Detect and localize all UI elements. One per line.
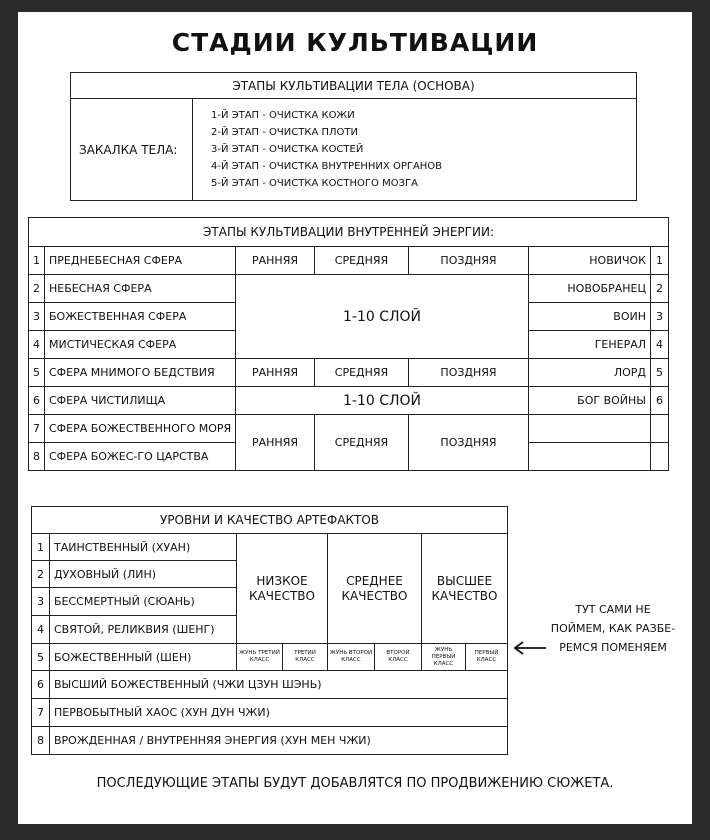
side-note (543, 600, 683, 657)
sphere-name: СФЕРА МНИМОГО БЕДСТВИЯ (45, 359, 236, 387)
stage-early: РАННЯЯ (236, 359, 315, 387)
rank-name: НОВОБРАНЕЦ (529, 275, 651, 303)
rank-number (651, 443, 669, 471)
row-number: 5 (29, 359, 45, 387)
sphere-name: ПРЕДНЕБЕСНАЯ СФЕРА (45, 247, 236, 275)
energy-cultivation-table (28, 217, 669, 471)
layers-cell: 1-10 СЛОЙ (236, 275, 529, 359)
rank-name: ВОИН (529, 303, 651, 331)
artifact-level-name: БЕССМЕРТНЫЙ (СЮАНЬ) (50, 588, 237, 616)
subclass-cell: ЖУНЬ ВТОРОЙ КЛАСС (328, 644, 375, 671)
rank-name (529, 443, 651, 471)
body-stage: 5-Й ЭТАП - ОЧИСТКА КОСТНОГО МОЗГА (211, 178, 418, 189)
rank-name: ГЕНЕРАЛ (529, 331, 651, 359)
stage-early: РАННЯЯ (236, 247, 315, 275)
row-number: 6 (29, 387, 45, 415)
rank-name (529, 415, 651, 443)
footer-note: ПОСЛЕДУЮЩИЕ ЭТАПЫ БУДУТ ДОБАВЛЯТСЯ ПО ПРОДВИЖЕНИЮ СЮЖЕТА. (96, 776, 614, 791)
subclass-cell: ЖУНЬ ТРЕТИЙ КЛАСС (237, 644, 283, 671)
row-number: 8 (32, 727, 50, 755)
note-line: РЕМСЯ ПОМЕНЯЕМ (559, 641, 667, 654)
row-number: 5 (32, 644, 50, 671)
rank-number: 5 (651, 359, 669, 387)
stage-middle: СРЕДНЯЯ (315, 359, 409, 387)
rank-name: НОВИЧОК (529, 247, 651, 275)
rank-name: БОГ ВОЙНЫ (529, 387, 651, 415)
note-line: ПОЙМЕМ, КАК РАЗБЕ- (550, 622, 676, 635)
subclass-cell: ТРЕТИЙ КЛАСС (283, 644, 328, 671)
row-number: 1 (29, 247, 45, 275)
rank-number (651, 415, 669, 443)
rank-number: 6 (651, 387, 669, 415)
row-number: 3 (32, 588, 50, 616)
body-stage: 1-Й ЭТАП - ОЧИСТКА КОЖИ (211, 110, 355, 121)
quality-high: ВЫСШЕЕ КАЧЕСТВО (422, 534, 508, 644)
stage-early: РАННЯЯ (236, 415, 315, 471)
body-stage: 3-Й ЭТАП - ОЧИСТКА КОСТЕЙ (211, 144, 364, 155)
stage-middle: СРЕДНЯЯ (315, 247, 409, 275)
energy-table-header: ЭТАПЫ КУЛЬТИВАЦИИ ВНУТРЕННЕЙ ЭНЕРГИИ: (29, 218, 669, 247)
row-number: 4 (29, 331, 45, 359)
artifact-table-header: УРОВНИ И КАЧЕСТВО АРТЕФАКТОВ (32, 507, 508, 534)
sphere-name: МИСТИЧЕСКАЯ СФЕРА (45, 331, 236, 359)
rank-number: 2 (651, 275, 669, 303)
note-line: ТУТ САМИ НЕ (575, 603, 651, 616)
rank-number: 4 (651, 331, 669, 359)
stage-middle: СРЕДНЯЯ (315, 415, 409, 471)
artifact-level-name: ПЕРВОБЫТНЫЙ ХАОС (ХУН ДУН ЧЖИ) (50, 699, 508, 727)
sphere-name: СФЕРА БОЖЕСТВЕННОГО МОРЯ (45, 415, 236, 443)
row-number: 1 (32, 534, 50, 561)
sphere-name: СФЕРА БОЖЕС-ГО ЦАРСТВА (45, 443, 236, 471)
artifact-level-name: ТАИНСТВЕННЫЙ (ХУАН) (50, 534, 237, 561)
rank-number: 1 (651, 247, 669, 275)
artifact-table (31, 506, 508, 755)
sphere-name: СФЕРА ЧИСТИЛИЩА (45, 387, 236, 415)
quality-low: НИЗКОЕ КАЧЕСТВО (237, 534, 328, 644)
rank-number: 3 (651, 303, 669, 331)
row-number: 2 (29, 275, 45, 303)
sphere-name: НЕБЕСНАЯ СФЕРА (45, 275, 236, 303)
body-table-header: ЭТАПЫ КУЛЬТИВАЦИИ ТЕЛА (ОСНОВА) (71, 73, 637, 99)
row-number: 8 (29, 443, 45, 471)
artifact-level-name: ВЫСШИЙ БОЖЕСТВЕННЫЙ (ЧЖИ ЦЗУН ШЭНЬ) (50, 671, 508, 699)
row-number: 7 (29, 415, 45, 443)
artifact-level-name: СВЯТОЙ, РЕЛИКВИЯ (ШЕНГ) (50, 616, 237, 644)
stage-late: ПОЗДНЯЯ (409, 247, 529, 275)
row-number: 6 (32, 671, 50, 699)
body-cultivation-table (70, 72, 637, 201)
body-stage: 2-Й ЭТАП - ОЧИСТКА ПЛОТИ (211, 127, 358, 138)
subclass-cell: ВТОРОЙ КЛАСС (375, 644, 422, 671)
body-stages-list (193, 99, 637, 201)
subclass-cell: ЖУНЬ ПЕРВЫЙ КЛАСС (422, 644, 466, 671)
layers-cell: 1-10 СЛОЙ (236, 387, 529, 415)
document-page (18, 12, 692, 824)
artifact-level-name: БОЖЕСТВЕННЫЙ (ШЕН) (50, 644, 237, 671)
row-number: 2 (32, 561, 50, 588)
sphere-name: БОЖЕСТВЕННАЯ СФЕРА (45, 303, 236, 331)
rank-name: ЛОРД (529, 359, 651, 387)
row-number: 4 (32, 616, 50, 644)
body-table-label: ЗАКАЛКА ТЕЛА: (71, 99, 193, 201)
artifact-level-name: ДУХОВНЫЙ (ЛИН) (50, 561, 237, 588)
quality-mid: СРЕДНЕЕ КАЧЕСТВО (328, 534, 422, 644)
stage-late: ПОЗДНЯЯ (409, 359, 529, 387)
row-number: 7 (32, 699, 50, 727)
page-title: СТАДИИ КУЛЬТИВАЦИИ (171, 28, 539, 57)
subclass-cell: ПЕРВЫЙ КЛАСС (466, 644, 508, 671)
artifact-level-name: ВРОЖДЕННАЯ / ВНУТРЕННЯЯ ЭНЕРГИЯ (ХУН МЕН ЧЖИ) (50, 727, 508, 755)
stage-late: ПОЗДНЯЯ (409, 415, 529, 471)
body-stage: 4-Й ЭТАП - ОЧИСТКА ВНУТРЕННИХ ОРГАНОВ (211, 161, 443, 172)
row-number: 3 (29, 303, 45, 331)
